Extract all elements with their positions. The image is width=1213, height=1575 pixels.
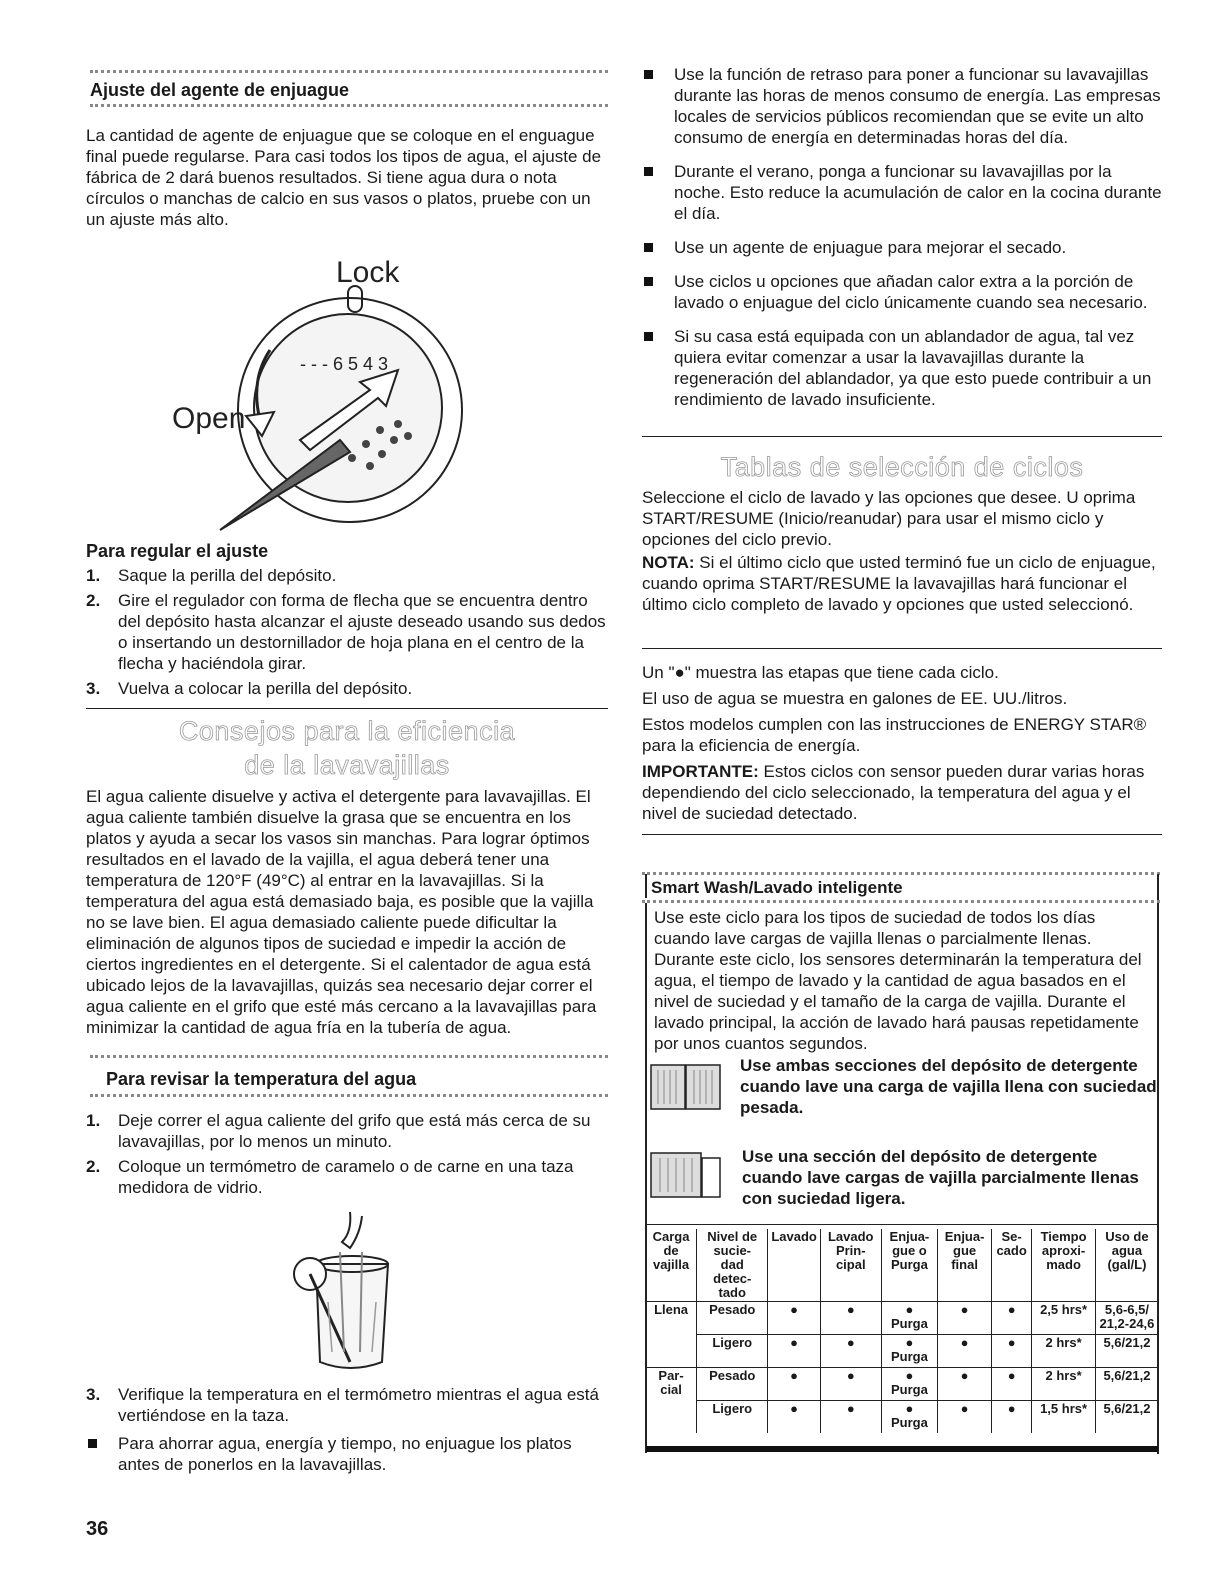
water-line: El uso de agua se muestra en galones de EE. UU./litros. xyxy=(642,689,1068,708)
table-cell: ● xyxy=(938,1302,992,1335)
table-cell: ● xyxy=(768,1401,821,1434)
step-number: 3. xyxy=(86,1385,101,1404)
divider xyxy=(90,1055,608,1058)
importante-label: IMPORTANTE: xyxy=(642,762,759,781)
table-cell: 2,5 hrs* xyxy=(1032,1302,1096,1335)
step-number: 3. xyxy=(86,679,101,698)
step-text: Vuelva a colocar la perilla del depósito. xyxy=(118,679,413,698)
table-cell: ● xyxy=(938,1401,992,1434)
efficiency-title-1: Consejos para la eficiencia xyxy=(178,716,516,746)
step-item xyxy=(86,1156,606,1198)
adjust-heading: Para regular el ajuste xyxy=(86,541,269,561)
table-header-cell: Tiempo aproxi- mado xyxy=(1032,1229,1096,1302)
cycle-table xyxy=(646,1229,1158,1433)
both-sections-note: Use ambas secciones del depósito de detergente cuando lave una carga de vajilla llena con suciedad pesada. xyxy=(740,1056,1157,1117)
dial-numbers: - - - 6 5 4 3 xyxy=(300,354,389,374)
table-header-cell: Se- cado xyxy=(991,1229,1031,1302)
table-cell: ● xyxy=(820,1302,881,1335)
table-cell: ● xyxy=(820,1368,881,1401)
nota-paragraph xyxy=(642,552,1162,615)
table-cell: ● xyxy=(820,1335,881,1368)
table-cell: ● xyxy=(938,1368,992,1401)
table-cell: ● xyxy=(768,1368,821,1401)
table-header-cell: Uso de agua (gal/L) xyxy=(1095,1229,1158,1302)
temp-steps-list xyxy=(86,1110,606,1202)
section-rule xyxy=(642,436,1162,437)
table-cell: 2 hrs* xyxy=(1032,1368,1096,1401)
table-cell: 5,6/21,2 xyxy=(1095,1335,1158,1368)
table-row xyxy=(646,1368,1158,1401)
rinse-heading: Ajuste del agente de enjuague xyxy=(90,80,350,100)
step-item xyxy=(86,1110,606,1152)
efficiency-paragraph: El agua caliente disuelve y activa el detergente para lavavajillas. El agua caliente también disuelve la grasa que se encuentra en los platos y ayuda a secar los vasos sin manchas. Para lograr óptimos resultados en el lavado de la vajilla, el agua deberá tener una temperatura de 120°F (49°C) al entrar en la lavavajillas. Si la temperatura del agua está demasiado baja, es posible que la vajilla no se lave bien. El agua demasiado caliente puede dificultar la eliminación de algunos tipos de suciedad e impedir la acción de ciertos ingredientes en el detergente. Si el calentador de agua está ubicado lejos de la lavavajillas, quizás sea necesario dejar correr el agua caliente en el grifo que esté más cercano a la lavavajillas para minimizar la cantidad de agua fría en la tubería de agua. xyxy=(86,787,597,1037)
table-cell: ● xyxy=(991,1335,1031,1368)
table-cell: Llena xyxy=(646,1302,697,1335)
importante-text: Estos ciclos con sensor pueden durar varias horas dependiendo del ciclo seleccionado, la temperatura del agua y el nivel de suciedad detectado. xyxy=(642,762,1145,823)
section-rule xyxy=(642,834,1162,835)
step-item xyxy=(86,565,606,586)
efficiency-tips-list xyxy=(642,64,1162,423)
step-item xyxy=(86,1384,606,1426)
tables-title: Tablas de selección de ciclos xyxy=(720,452,1084,482)
list-item: Use un agente de enjuague para mejorar el secado. xyxy=(642,237,1162,258)
step-item xyxy=(86,678,606,699)
smart-wash-title: Smart Wash/Lavado inteligente xyxy=(651,878,903,897)
dial-open-label: Open xyxy=(172,402,246,435)
table-row xyxy=(646,1335,1158,1368)
step-text: Coloque un termómetro de caramelo o de carne en una taza medidora de vidrio. xyxy=(118,1157,574,1197)
table-cell: ● xyxy=(768,1302,821,1335)
table-cell: 1,5 hrs* xyxy=(1032,1401,1096,1434)
section-rule xyxy=(86,708,608,709)
table-header-cell: Lavado Prin- cipal xyxy=(820,1229,881,1302)
section-rule xyxy=(642,648,1162,649)
table-bottom-rule xyxy=(646,1446,1158,1452)
temp-heading: Para revisar la temperatura del agua xyxy=(106,1069,417,1089)
detergent-both-sections-icon xyxy=(650,1062,722,1114)
step-number: 2. xyxy=(86,591,101,610)
table-cell: ● xyxy=(820,1401,881,1434)
table-header-cell: Lavado xyxy=(768,1229,821,1302)
table-cell: 5,6/21,2 xyxy=(1095,1368,1158,1401)
table-row xyxy=(646,1302,1158,1335)
table-cell xyxy=(646,1335,697,1368)
divider xyxy=(642,872,1160,875)
step-text: Verifique la temperatura en el termómetro mientras el agua está vertiéndose en la taza. xyxy=(118,1385,599,1425)
step-text: Deje correr el agua caliente del grifo que está más cerca de su lavavajillas, por lo menos un minuto. xyxy=(118,1111,591,1151)
measuring-cup-icon xyxy=(316,1264,388,1368)
table-header-cell: Enjua- gue final xyxy=(938,1229,992,1302)
nota-text: Si el último ciclo que usted terminó fue un ciclo de enjuague, cuando oprima START/RESUME la lavavajillas hará funcionar el último ciclo completo de lavado y opciones que usted seleccionó. xyxy=(642,553,1156,614)
table-header-cell: Nivel de sucie- dad detec- tado xyxy=(697,1229,768,1302)
temp-bullet-list xyxy=(86,1433,606,1475)
table-header-cell: Enjua- gue o Purga xyxy=(881,1229,938,1302)
one-section-note: Use una sección del depósito de detergente cuando lave cargas de vajilla parcialmente llenas con suciedad ligera. xyxy=(742,1147,1139,1208)
table-cell: 5,6-6,5/ 21,2-24,6 xyxy=(1095,1302,1158,1335)
step-text: Gire el regulador con forma de flecha que se encuentra dentro del depósito hasta alcanzar el ajuste deseado usando sus dedos o insertando un destornillador de hoja plana en el centro de la flecha y haciéndola girar. xyxy=(118,591,606,673)
table-cell: Pesado xyxy=(697,1302,768,1335)
table-header-cell: Carga de vajilla xyxy=(652,1229,690,1272)
divider xyxy=(90,104,608,107)
table-cell xyxy=(646,1401,697,1434)
table-cell: Ligero xyxy=(697,1335,768,1368)
faucet-icon xyxy=(342,1212,362,1248)
divider xyxy=(90,70,608,73)
list-item: Use ciclos u opciones que añadan calor extra a la porción de lavado o enjuague del ciclo únicamente cuando sea necesario. xyxy=(642,271,1162,313)
step-number: 1. xyxy=(86,1111,101,1130)
table-cell: ● Purga xyxy=(881,1302,938,1335)
nota-label: NOTA: xyxy=(642,553,695,572)
table-row xyxy=(646,1401,1158,1434)
table-cell: 2 hrs* xyxy=(1032,1335,1096,1368)
page-number: 36 xyxy=(86,1518,109,1540)
table-cell: ● Purga xyxy=(881,1368,938,1401)
energy-line: Estos modelos cumplen con las instrucciones de ENERGY STAR® para la eficiencia de energía. xyxy=(642,715,1147,755)
rinse-paragraph: La cantidad de agente de enjuague que se coloque en el enguague final puede regularse. Para casi todos los tipos de agua, el ajuste de fábrica de 2 dará buenos resultados. Si tiene agua dura o nota círculos o manchas de calcio en sus vasos o platos, pruebe con un un ajuste más alto. xyxy=(86,126,602,229)
step-item xyxy=(86,590,606,674)
step-text: Saque la perilla del depósito. xyxy=(118,566,337,585)
table-cell: Ligero xyxy=(697,1401,768,1434)
table-cell: ● Purga xyxy=(881,1401,938,1434)
select-paragraph: Seleccione el ciclo de lavado y las opciones que desee. U oprima START/RESUME (Inicio/reanudar) para usar el mismo ciclo y opciones del ciclo previo. xyxy=(642,488,1136,549)
dot-legend-line: Un "●" muestra las etapas que tiene cada ciclo. xyxy=(642,663,999,682)
list-item: Para ahorrar agua, energía y tiempo, no enjuague los platos antes de ponerlos en la lavavajillas. xyxy=(86,1433,606,1475)
table-cell: ● xyxy=(938,1335,992,1368)
divider xyxy=(90,1094,608,1097)
table-cell: ● xyxy=(991,1401,1031,1434)
step-number: 1. xyxy=(86,566,101,585)
temp-steps-list-2 xyxy=(86,1384,606,1430)
step-number: 2. xyxy=(86,1157,101,1176)
table-cell: ● xyxy=(991,1302,1031,1335)
table-header-row xyxy=(646,1229,1158,1302)
importante-paragraph xyxy=(642,761,1162,824)
efficiency-title-2: de la lavavajillas xyxy=(244,750,450,780)
list-item: Durante el verano, ponga a funcionar su lavavajillas por la noche. Esto reduce la acumulación de calor en la cocina durante el día. xyxy=(642,161,1162,224)
divider xyxy=(642,900,1160,903)
table-cell: Pesado xyxy=(697,1368,768,1401)
list-item: Use la función de retraso para poner a funcionar su lavavajillas durante las horas de menos consumo de energía. Las empresas locales de servicios públicos recomiendan que se evite un alto consumo de energía en determinadas horas del día. xyxy=(642,64,1162,148)
list-item: Si su casa está equipada con un ablandador de agua, tal vez quiera evitar comenzar a usar la lavavajillas durante la regeneración del ablandador, ya que esto puede contribuir a un rendimiento de lavado insuficiente. xyxy=(642,326,1162,410)
rinse-dial-illustration xyxy=(150,240,480,540)
adjust-steps-list xyxy=(86,565,606,703)
smart-wash-paragraph: Use este ciclo para los tipos de suciedad de todos los días cuando lave cargas de vajilla llenas o parcialmente llenas. Durante este ciclo, los sensores determinarán la temperatura del agua, el tiempo de lavado y la cantidad de agua basados en el nivel de suciedad y el tamaño de la carga de vajilla. Durante el lavado principal, la acción de lavado hará pausas repetidamente por unos cuantos segundos. xyxy=(654,908,1142,1053)
table-cell: ● xyxy=(991,1368,1031,1401)
detergent-one-section-icon xyxy=(650,1150,722,1202)
dial-lock-label: Lock xyxy=(336,256,400,289)
table-cell: Par- cial xyxy=(646,1368,697,1401)
table-cell: ● xyxy=(768,1335,821,1368)
table-top-rule xyxy=(646,1224,1158,1225)
thermometer-cup-illustration xyxy=(280,1212,430,1377)
table-cell: 5,6/21,2 xyxy=(1095,1401,1158,1434)
table-cell: ● Purga xyxy=(881,1335,938,1368)
